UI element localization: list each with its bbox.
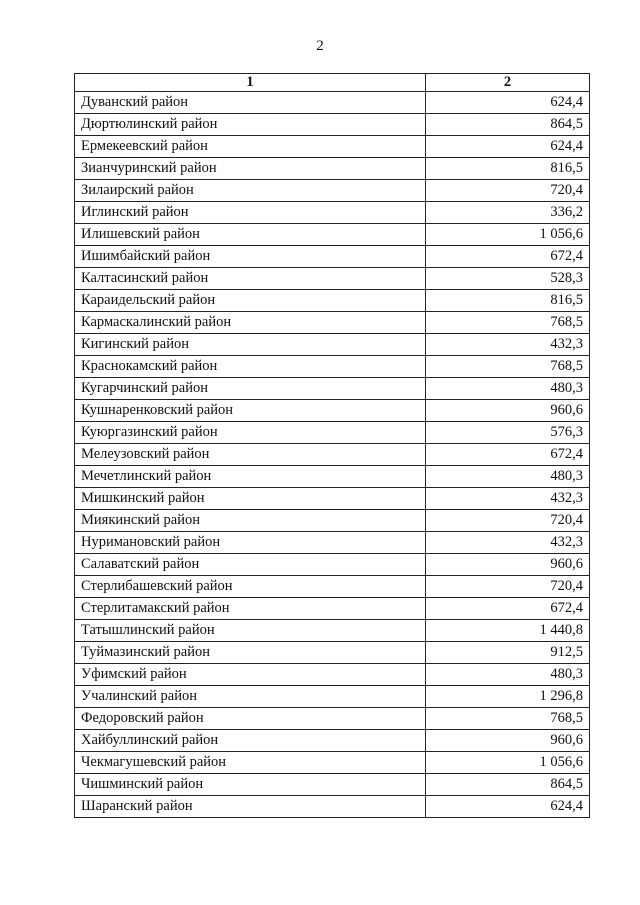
value-cell: 1 440,8 bbox=[426, 620, 590, 642]
district-name-cell: Хайбуллинский район bbox=[75, 730, 426, 752]
district-name-cell: Калтасинский район bbox=[75, 268, 426, 290]
value-cell: 672,4 bbox=[426, 444, 590, 466]
table-row bbox=[75, 708, 590, 730]
value-cell: 720,4 bbox=[426, 180, 590, 202]
table-row bbox=[75, 246, 590, 268]
data-table bbox=[74, 73, 590, 818]
value-cell: 480,3 bbox=[426, 664, 590, 686]
district-name-cell: Ермекеевский район bbox=[75, 136, 426, 158]
table-row bbox=[75, 796, 590, 818]
table-row bbox=[75, 422, 590, 444]
value-cell: 624,4 bbox=[426, 796, 590, 818]
page-number: 2 bbox=[316, 38, 324, 54]
district-name-cell: Куюргазинский район bbox=[75, 422, 426, 444]
value-cell: 816,5 bbox=[426, 158, 590, 180]
table-row bbox=[75, 202, 590, 224]
value-cell: 864,5 bbox=[426, 774, 590, 796]
district-name-cell: Татышлинский район bbox=[75, 620, 426, 642]
district-name-cell: Зилаирский район bbox=[75, 180, 426, 202]
district-name-cell: Кармаскалинский район bbox=[75, 312, 426, 334]
district-name-cell: Чишминский район bbox=[75, 774, 426, 796]
value-cell: 576,3 bbox=[426, 422, 590, 444]
table-row bbox=[75, 752, 590, 774]
value-cell: 768,5 bbox=[426, 312, 590, 334]
table-row bbox=[75, 730, 590, 752]
value-cell: 672,4 bbox=[426, 598, 590, 620]
district-name-cell: Краснокамский район bbox=[75, 356, 426, 378]
value-cell: 624,4 bbox=[426, 92, 590, 114]
table-row bbox=[75, 136, 590, 158]
district-name-cell: Зианчуринский район bbox=[75, 158, 426, 180]
table-row bbox=[75, 224, 590, 246]
table-row bbox=[75, 466, 590, 488]
district-name-cell: Караидельский район bbox=[75, 290, 426, 312]
value-cell: 816,5 bbox=[426, 290, 590, 312]
table-row bbox=[75, 774, 590, 796]
value-cell: 624,4 bbox=[426, 136, 590, 158]
table-row bbox=[75, 510, 590, 532]
table-body bbox=[75, 92, 590, 818]
table-row bbox=[75, 400, 590, 422]
value-cell: 480,3 bbox=[426, 466, 590, 488]
table-row bbox=[75, 598, 590, 620]
district-name-cell: Мишкинский район bbox=[75, 488, 426, 510]
district-name-cell: Дюртюлинский район bbox=[75, 114, 426, 136]
district-name-cell: Мелеузовский район bbox=[75, 444, 426, 466]
value-cell: 960,6 bbox=[426, 730, 590, 752]
district-name-cell: Федоровский район bbox=[75, 708, 426, 730]
table-row bbox=[75, 268, 590, 290]
table-row bbox=[75, 114, 590, 136]
value-cell: 1 296,8 bbox=[426, 686, 590, 708]
district-name-cell: Мечетлинский район bbox=[75, 466, 426, 488]
district-name-cell: Миякинский район bbox=[75, 510, 426, 532]
district-name-cell: Ишимбайский район bbox=[75, 246, 426, 268]
district-name-cell: Дуванский район bbox=[75, 92, 426, 114]
district-name-cell: Кугарчинский район bbox=[75, 378, 426, 400]
table-row bbox=[75, 686, 590, 708]
table-row bbox=[75, 642, 590, 664]
table-row bbox=[75, 488, 590, 510]
district-name-cell: Шаранский район bbox=[75, 796, 426, 818]
value-cell: 768,5 bbox=[426, 356, 590, 378]
value-cell: 432,3 bbox=[426, 334, 590, 356]
table-header-row bbox=[75, 74, 590, 92]
table-row bbox=[75, 620, 590, 642]
district-name-cell: Нуримановский район bbox=[75, 532, 426, 554]
table-row bbox=[75, 664, 590, 686]
district-name-cell: Стерлибашевский район bbox=[75, 576, 426, 598]
value-cell: 1 056,6 bbox=[426, 224, 590, 246]
value-cell: 336,2 bbox=[426, 202, 590, 224]
value-cell: 480,3 bbox=[426, 378, 590, 400]
table-row bbox=[75, 532, 590, 554]
value-cell: 672,4 bbox=[426, 246, 590, 268]
district-name-cell: Илишевский район bbox=[75, 224, 426, 246]
district-name-cell: Салаватский район bbox=[75, 554, 426, 576]
value-cell: 912,5 bbox=[426, 642, 590, 664]
table-row bbox=[75, 180, 590, 202]
table-row bbox=[75, 334, 590, 356]
value-cell: 864,5 bbox=[426, 114, 590, 136]
column-header-1: 1 bbox=[75, 74, 426, 92]
district-name-cell: Кушнаренковский район bbox=[75, 400, 426, 422]
value-cell: 432,3 bbox=[426, 488, 590, 510]
value-cell: 960,6 bbox=[426, 400, 590, 422]
table-row bbox=[75, 312, 590, 334]
table-row bbox=[75, 356, 590, 378]
value-cell: 960,6 bbox=[426, 554, 590, 576]
table-row bbox=[75, 378, 590, 400]
district-name-cell: Кигинский район bbox=[75, 334, 426, 356]
district-name-cell: Стерлитамакский район bbox=[75, 598, 426, 620]
value-cell: 720,4 bbox=[426, 576, 590, 598]
district-name-cell: Иглинский район bbox=[75, 202, 426, 224]
table-row bbox=[75, 554, 590, 576]
district-name-cell: Учалинский район bbox=[75, 686, 426, 708]
table-row bbox=[75, 92, 590, 114]
value-cell: 768,5 bbox=[426, 708, 590, 730]
table-row bbox=[75, 444, 590, 466]
district-name-cell: Уфимский район bbox=[75, 664, 426, 686]
district-name-cell: Чекмагушевский район bbox=[75, 752, 426, 774]
column-header-2: 2 bbox=[426, 74, 590, 92]
value-cell: 528,3 bbox=[426, 268, 590, 290]
table-row bbox=[75, 158, 590, 180]
table-row bbox=[75, 290, 590, 312]
table-row bbox=[75, 576, 590, 598]
value-cell: 720,4 bbox=[426, 510, 590, 532]
district-name-cell: Туймазинский район bbox=[75, 642, 426, 664]
value-cell: 1 056,6 bbox=[426, 752, 590, 774]
value-cell: 432,3 bbox=[426, 532, 590, 554]
